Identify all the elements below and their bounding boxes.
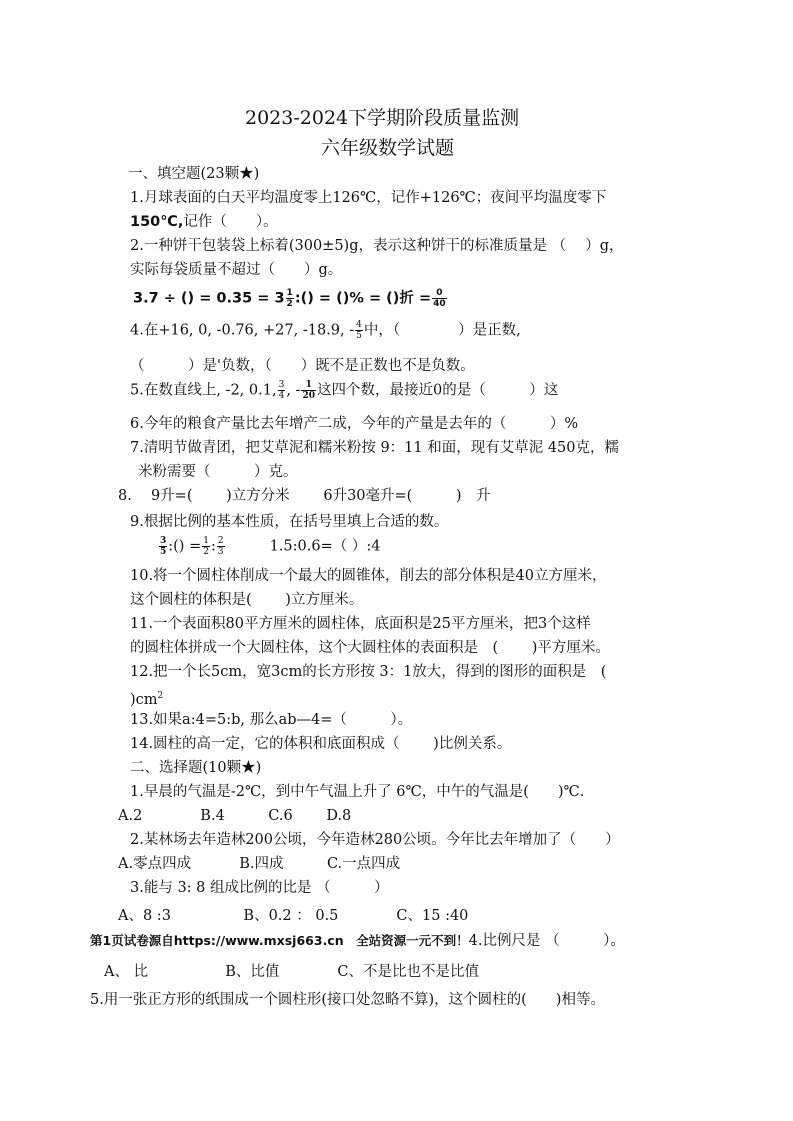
question-5-part-2: , - bbox=[286, 382, 301, 399]
question-7-line-2: 米粉需要（ ）克。 bbox=[138, 464, 298, 480]
choice-3-options: A、8 :3 B、0.2 ： 0.5 C、15 :40 bbox=[118, 908, 469, 924]
question-10-line-2: 这个圆柱的体积是( )立方厘米。 bbox=[130, 592, 364, 608]
fraction-denominator: 40 bbox=[433, 299, 446, 309]
question-12-line-1: 12.把一个长5cm，宽3cm的长方形按 3：1放大，得到的图形的面积是 ( bbox=[130, 664, 607, 680]
question-10-line-1: 10.将一个圆柱体削成一个最大的圆锥体，削去的部分体积是40立方厘米， bbox=[130, 568, 607, 584]
question-9: 9.根据比例的基本性质，在括号里填上合适的数。 bbox=[130, 514, 449, 530]
question-12-line-2 bbox=[130, 686, 163, 710]
choice-1-options: A.2 B.4 C.6 D.8 bbox=[118, 808, 352, 824]
question-2-line-1: 2.一种饼干包装袋上标着(300±5)g，表示这种饼干的标准质量是 （ ）g， bbox=[130, 238, 624, 254]
choice-2: 2.某林场去年造林200公顷，今年造林280公顷。今年比去年增加了（ ） bbox=[130, 832, 620, 848]
question-9-part-2: : bbox=[210, 538, 216, 555]
choice-5: 5.用一张正方形的纸围成一个圆柱形(接口处忽略不算)，这个圆柱的( )相等。 bbox=[90, 992, 605, 1008]
fraction-denominator: 3 bbox=[217, 547, 224, 557]
fraction-denominator: 5 bbox=[356, 331, 362, 341]
question-9-part-3: 1.5:0.6=（ ）:4 bbox=[269, 538, 381, 555]
question-5-fraction-1 bbox=[278, 380, 286, 401]
question-5-part-1: 5.在数直线上, -2, 0.1, bbox=[130, 382, 277, 399]
fraction-numerator: 1 bbox=[286, 288, 293, 298]
question-9-fraction-2 bbox=[202, 536, 210, 557]
question-9-fraction-1 bbox=[159, 536, 167, 557]
section-heading-fill-in: 一、填空题(23颗★) bbox=[128, 166, 260, 182]
question-3-fraction-2 bbox=[432, 288, 447, 309]
question-4-part-1: 4.在+16, 0, -0.76, +27, -18.9, - bbox=[130, 322, 355, 339]
footer-source-text: 第1页试卷源自https://www.mxsj663.cn 全站资源一元不到！ bbox=[90, 933, 469, 948]
question-3-part-1: 3.7 ÷ () = 0.35 = 3 bbox=[133, 290, 285, 307]
question-13: 13.如果a:4=5:b, 那么ab—4=（ ）。 bbox=[130, 712, 413, 728]
fraction-denominator: 2 bbox=[203, 547, 209, 557]
choice-4-options: A、 比 B、比值 C、不是比也不是比值 bbox=[104, 964, 479, 980]
question-12-text: )cm bbox=[130, 691, 158, 708]
question-9-part-1: :() = bbox=[168, 538, 202, 555]
question-8: 8. 9升=( )立方分米 6升30毫升=( ) 升 bbox=[118, 488, 491, 504]
choice-1: 1.早晨的气温是-2℃，到中午气温上升了 6℃，中午的气温是( )℃. bbox=[130, 784, 585, 800]
question-3-fraction-1 bbox=[286, 288, 294, 309]
choice-3: 3.能与 3: 8 组成比例的比是 （ ） bbox=[130, 880, 389, 896]
question-1-line-1: 1.月球表面的白天平均温度零上126℃，记作+126℃；夜间平均温度零下 bbox=[130, 190, 607, 206]
question-4-fraction bbox=[355, 320, 363, 341]
fraction-numerator: 2 bbox=[217, 536, 224, 546]
question-4-line-2: （ ）是'负数，（ ）既不是正数也不是负数。 bbox=[130, 358, 475, 374]
page-title: 2023-2024下学期阶段质量监测 bbox=[245, 107, 520, 129]
question-1-bold-value: 150℃, bbox=[130, 214, 184, 230]
question-1-rest: 记作（ ）。 bbox=[183, 214, 278, 230]
fraction-numerator: 3 bbox=[160, 536, 167, 546]
fraction-numerator: 0 bbox=[432, 288, 447, 299]
question-3 bbox=[133, 288, 448, 309]
fraction-numerator: 1 bbox=[301, 380, 316, 391]
page-subtitle: 六年级数学试题 bbox=[321, 137, 455, 159]
choice-4: 4.比例尺是 （ ）。 bbox=[468, 933, 625, 949]
question-12-superscript: 2 bbox=[157, 691, 164, 701]
question-2-line-2: 实际每袋质量不超过（ ）g。 bbox=[130, 262, 343, 278]
question-3-part-2: :() = ()% = ()折 = bbox=[294, 290, 432, 307]
question-7-line-1: 7.清明节做青团，把艾草泥和糯米粉按 9：11 和面，现有艾草泥 450克，糯 bbox=[130, 440, 620, 456]
fraction-denominator: 20 bbox=[302, 391, 315, 401]
question-11-line-2: 的圆柱体拼成一个大圆柱体，这个大圆柱体的表面积是 ( )平方厘米。 bbox=[130, 640, 610, 656]
question-4-part-2: 中，（ ）是正数, bbox=[363, 322, 521, 339]
fraction-numerator: 4 bbox=[356, 320, 362, 330]
fraction-denominator: 4 bbox=[278, 391, 285, 401]
page-footer bbox=[90, 931, 625, 951]
question-9-fraction-3 bbox=[217, 536, 225, 557]
question-5 bbox=[130, 380, 558, 401]
question-14: 14.圆柱的高一定，它的体积和底面积成（ )比例关系。 bbox=[130, 736, 512, 752]
choice-2-options: A.零点四成 B.四成 C.一点四成 bbox=[118, 856, 401, 872]
question-5-fraction-2 bbox=[301, 380, 316, 401]
fraction-numerator: 1 bbox=[203, 536, 209, 546]
fraction-denominator: 5 bbox=[160, 547, 167, 557]
question-9-items bbox=[158, 536, 380, 557]
question-5-part-3: 这四个数，最接近0的是（ ）这 bbox=[316, 382, 559, 399]
fraction-denominator: 2 bbox=[286, 299, 293, 309]
fraction-numerator: 3 bbox=[278, 380, 285, 390]
question-11-line-1: 11.一个表面积80平方厘米的圆柱体，底面积是25平方厘米，把3个这样 bbox=[130, 616, 591, 632]
question-6: 6.今年的粮食产量比去年增产二成，今年的产量是去年的（ ）% bbox=[130, 416, 579, 432]
section-heading-choice: 二、选择题(10颗★) bbox=[130, 760, 262, 776]
question-4-line-1 bbox=[130, 320, 521, 341]
question-1-line-2 bbox=[130, 212, 278, 232]
